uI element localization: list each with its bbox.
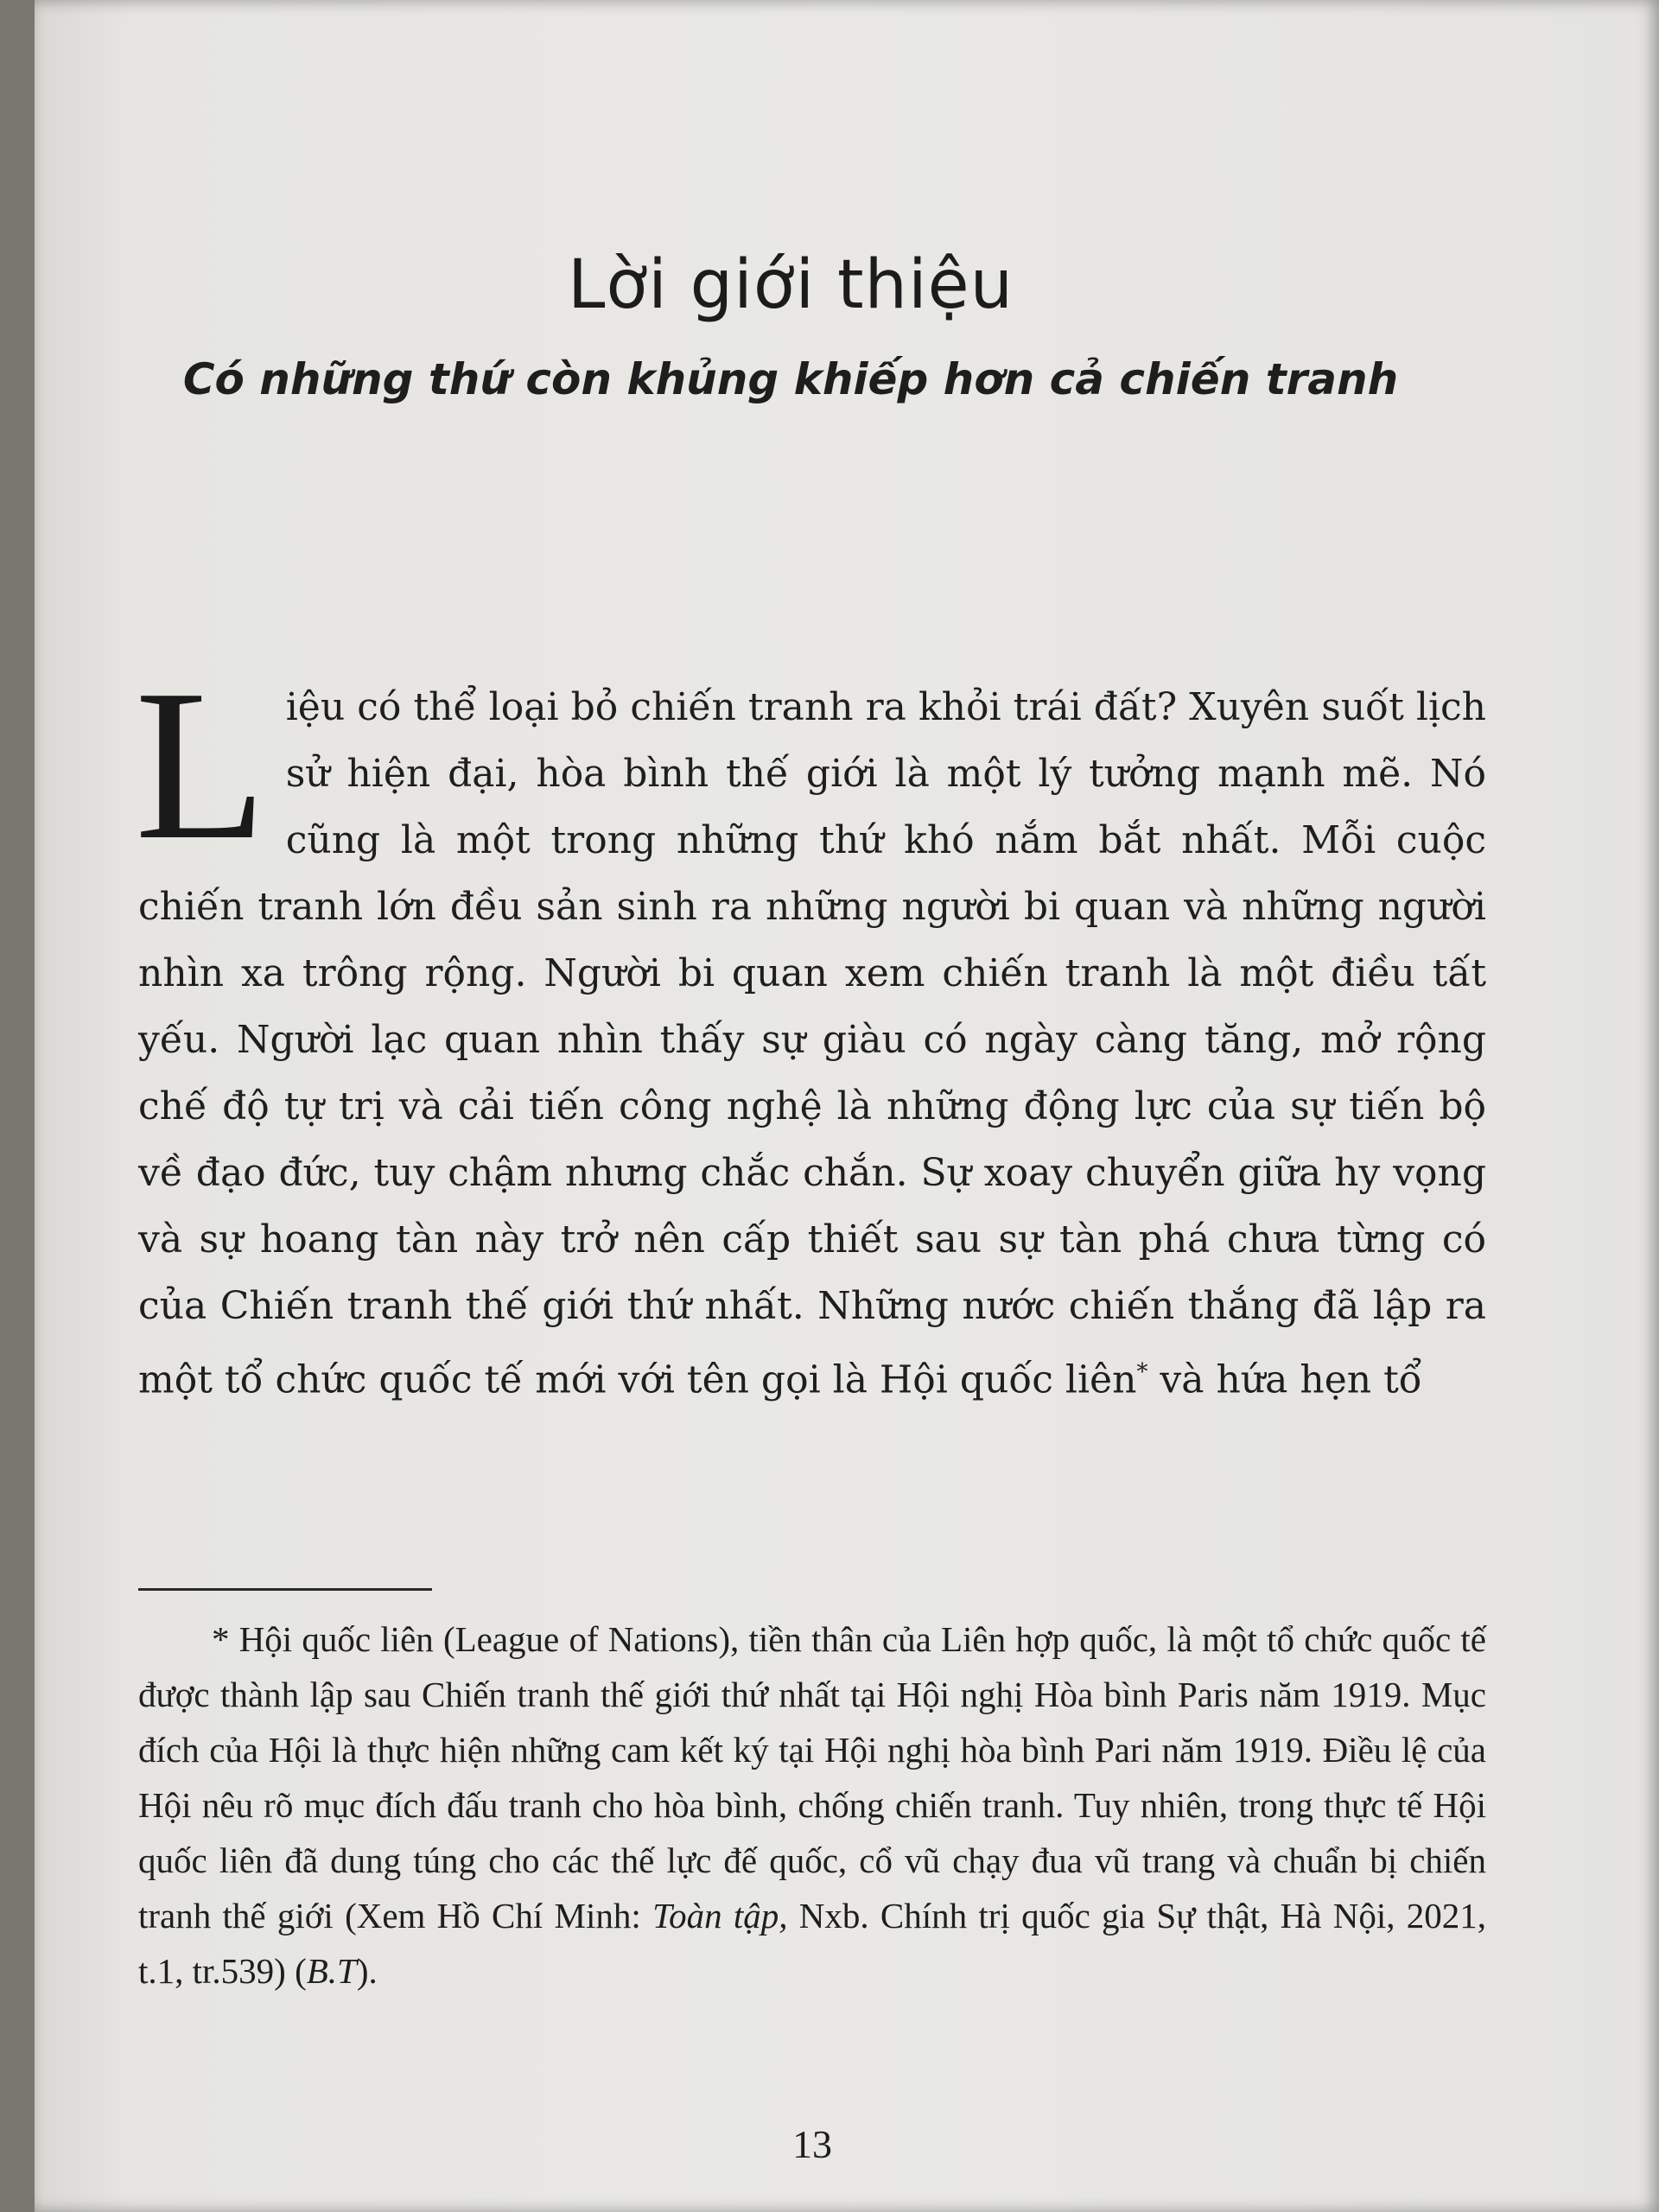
footnote-close: ). <box>356 1951 378 1991</box>
page-title: Lời giới thiệu <box>567 246 1014 324</box>
footnote-text: Hội quốc liên (League of Nations), tiền thân của Liên hợp quốc, là một tổ chức quốc tế được thành lập sau Chiến tranh thế giới thứ nhất tại Hội nghị Hòa bình Paris năm 1919. Mục đích của Hội là thực hiện những cam kết ký tại Hội nghị hòa bình Pari năm 1919. Điều lệ của Hội nêu rõ mục đích đấu tranh cho hòa bình, chống chiến tranh. Tuy nhiên, trong thực tế Hội quốc liên đã dung túng cho các thế lực đế quốc, cổ vũ chạy đua vũ trang và chuẩn bị chiến tranh thế giới (Xem Hồ Chí Minh: <box>138 1619 1486 1936</box>
body-text-end: và hứa hẹn tổ <box>1147 1357 1422 1402</box>
footnote-divider <box>138 1588 432 1591</box>
book-page <box>35 0 1659 2212</box>
body-text: iệu có thể loại bỏ chiến tranh ra khỏi trái đất? Xuyên suốt lịch sử hiện đại, hòa bình thế giới là một lý tưởng mạnh mẽ. Nó cũng là một trong những thứ khó nắm bắt nhất. Mỗi cuộc chiến tranh lớn đều sản sinh ra những người bi quan và những người nhìn xa trông rộng. Người bi quan xem chiến tranh là một điều tất yếu. Người lạc quan nhìn thấy sự giàu có ngày càng tăng, mở rộng chế độ tự trị và cải tiến công nghệ là những động lực của sự tiến bộ về đạo đức, tuy chậm nhưng chắc chắn. Sự xoay chuyển giữa hy vọng và sự hoang tàn này trở nên cấp thiết sau sự tàn phá chưa từng có của Chiến tranh thế giới thứ nhất. Những nước chiến thắng đã lập ra một tổ chức quốc tế mới với tên gọi là Hội quốc liên <box>138 685 1486 1402</box>
footnote-marker: * <box>212 1619 230 1659</box>
footnote-citation: Nxb. Chính trị quốc gia Sự thật, Hà Nội, 2021, t.1, tr.539) ( <box>138 1896 1486 1991</box>
footnote-book-title: Toàn tập, <box>652 1896 788 1936</box>
footnote-editor-mark: B.T <box>306 1951 357 1991</box>
body-paragraph <box>135 645 1486 1414</box>
footnote-reference: * <box>1136 1359 1148 1385</box>
page-number: 13 <box>792 2122 832 2166</box>
page-subtitle: Có những thứ còn khủng khiếp hơn cả chiến tranh <box>182 354 1399 404</box>
footnote <box>138 1611 1486 1999</box>
drop-cap: L <box>135 645 267 885</box>
